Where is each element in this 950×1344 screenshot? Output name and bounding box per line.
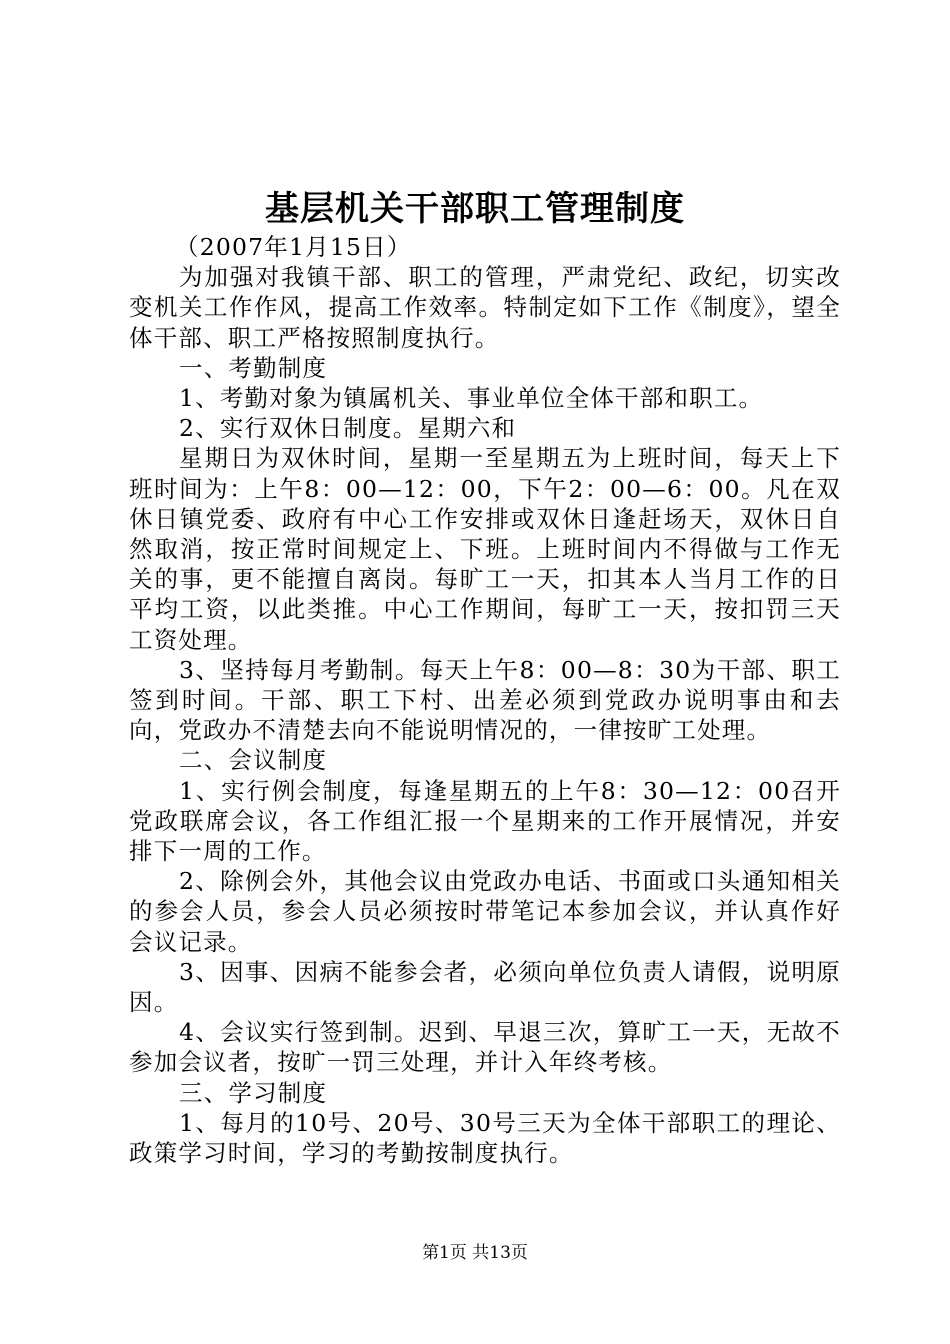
paragraph-meeting-1: 1、实行例会制度，每逢星期五的上午8：30—12：00召开党政联席会议，各工作组汇报一个星期来的工作开展情况，并安排下一周的工作。 (129, 776, 841, 866)
page-footer: 第1页 共13页 (422, 1243, 528, 1263)
paragraph-intro: 为加强对我镇干部、职工的管理，严肃党纪、政纪，切实改变机关工作作风，提高工作效率。特制定如下工作《制度》，望全体干部、职工严格按照制度执行。 (129, 263, 841, 352)
section-heading-study: 三、学习制度 (179, 1078, 328, 1107)
document-title: 基层机关干部职工管理制度 (265, 189, 685, 229)
section-heading-attendance: 一、考勤制度 (179, 353, 328, 382)
paragraph-attendance-2-cont: 星期日为双休时间，星期一至星期五为上班时间，每天上下班时间为：上午8：00—12：00，下午2：00—6：00。凡在双休日镇党委、政府有中心工作安排或双休日逢赶场天，双休日自然取消，按正常时间规定上、下班。上班时间内不得做与工作无关的事，更不能擅自离岗。每旷工一天，扣其本人当月工作的日平均工资，以此类推。中心工作期间，每旷工一天，按扣罚三天工资处理。 (129, 444, 841, 654)
paragraph-meeting-3: 3、因事、因病不能参会者，必须向单位负责人请假，说明原因。 (129, 957, 841, 1017)
document-date: （2007年1月15日） (175, 233, 412, 261)
paragraph-study-1: 1、每月的10号、20号、30号三天为全体干部职工的理论、政策学习时间，学习的考勤按制度执行。 (129, 1108, 841, 1168)
paragraph-meeting-2: 2、除例会外，其他会议由党政办电话、书面或口头通知相关的参会人员，参会人员必须按时带笔记本参加会议，并认真作好会议记录。 (129, 867, 841, 956)
paragraph-attendance-3: 3、坚持每月考勤制。每天上午8：00—8：30为干部、职工签到时间。干部、职工下村、出差必须到党政办说明事由和去向，党政办不清楚去向不能说明情况的，一律按旷工处理。 (129, 655, 841, 745)
paragraph-meeting-4: 4、会议实行签到制。迟到、早退三次，算旷工一天，无故不参加会议者，按旷一罚三处理，并计入年终考核。 (129, 1018, 841, 1077)
paragraph-attendance-1: 1、考勤对象为镇属机关、事业单位全体干部和职工。 (179, 384, 764, 413)
paragraph-attendance-2: 2、实行双休日制度。星期六和 (179, 414, 517, 443)
section-heading-meeting: 二、会议制度 (179, 746, 328, 775)
document-body (129, 232, 841, 1168)
